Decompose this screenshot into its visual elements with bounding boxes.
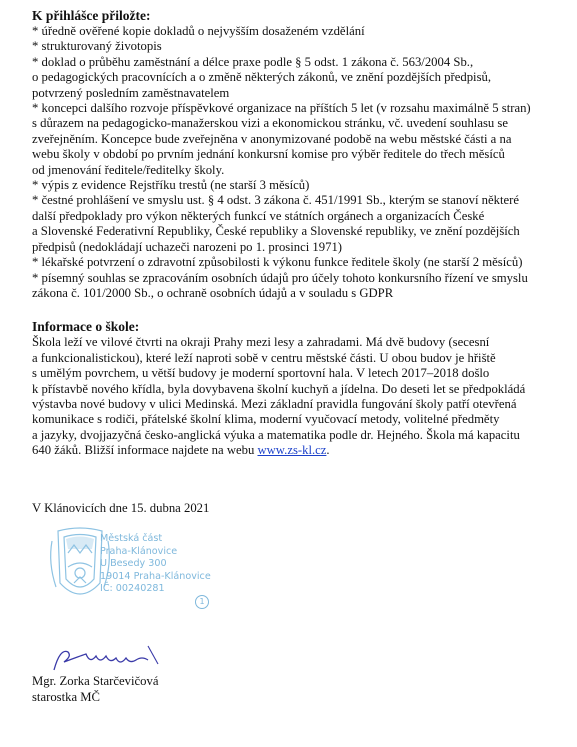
school-info-line: a funkcionalistickou), které leží naproti sobě v centru městské části. U obou budov je hřiště [32,350,496,365]
stamp-address [100,533,211,596]
school-info-line: výstavba nové budovy v ulici Medinská. Mezi základní pravidla fungování školy patří otevřená [32,396,517,411]
attachment-line: a Slovenské Federativní Republiky, České republiky a Slovenské republiky, ve znění pozdějších [32,224,520,239]
attachment-line: * úředně ověřené kopie dokladů o nejvyšším dosaženém vzdělání [32,24,365,38]
signer-name: Mgr. Zorka Starčevičová [32,674,159,688]
attachment-line: zveřejněním. Koncepce bude zveřejněna v anonymizované podobě na webu městské části a na [32,131,512,146]
attachments-heading: K přihlášce přiložte: [32,8,151,23]
section-gap [32,301,557,319]
attachment-line: * doklad o průběhu zaměstnání a délce praxe podle § 5 odst. 1 zákona č. 563/2004 Sb., [32,54,474,69]
attachment-line: zákona č. 101/2000 Sb., o ochraně osobních údajů a v souladu s GDPR [32,285,394,300]
school-info-line: s umělým povrchem, u větší budovy je moderní sportovní hala. V letech 2017–2018 došlo [32,366,490,381]
stamp-number: 1 [195,595,209,609]
attachment-line: potvrzený posledním zaměstnavatelem [32,85,230,100]
attachment-line: od jmenování ředitele/ředitelky školy. [32,162,225,177]
attachment-line: * výpis z evidence Rejstříku trestů (ne starší 3 měsíců) [32,178,310,193]
signer-block [32,673,158,705]
school-info-paragraph [32,335,557,458]
school-info-last-line [32,443,557,458]
signer-title: starostka MČ [32,690,101,704]
school-info-line-text: 640 žáků. Bližší informace najdete na webu [32,443,258,458]
handwritten-signature-icon [50,642,170,674]
stamp-line: U Besedy 300 [100,558,167,569]
attachment-line: * písemný souhlas se zpracováním osobních údajů pro účely tohoto konkursního řízení ve smyslu [32,270,528,285]
attachment-line: s důrazem na pedagogicko-manažerskou vizi a ekonomickou stránku, vč. uvedení souhlasu se [32,116,508,131]
attachment-line: * koncepci dalšího rozvoje příspěvkové organizace na příštích 5 let (v rozsahu maximálně 5 stran) [32,101,531,116]
stamp-line: 19014 Praha-Klánovice [100,570,211,582]
stamp-line: IČ: 00240281 [100,583,165,594]
attachments-list [32,24,557,301]
attachment-line: * lékařské potvrzení o zdravotní způsobilosti k výkonu funkce ředitele školy (ne starší 2 měsíců) [32,255,523,270]
attachment-line: předpisů (nedokládají uchazeči narozeni po 1. prosinci 1971) [32,239,343,254]
attachment-line: další předpoklady pro výkon některých funkcí ve státních orgánech a organizacích České [32,208,485,223]
section-gap [32,459,557,501]
stamp-line: Městská část [100,533,163,544]
stamp-line: Praha-Klánovice [100,545,178,557]
attachment-line: o pedagogických pracovnících a o změně některých zákonů, ve znění pozdějších předpisů, [32,70,492,85]
document-page [32,8,557,516]
school-info-heading: Informace o škole: [32,319,140,335]
school-info-line: k přístavbě nového křídla, byla dovybavena školní kuchyň a jídelna. Do deseti let se předpokládá [32,381,526,396]
attachment-line: webu školy v období po prvním jednání konkursní komise pro výběr ředitele do třech měsíců [32,147,505,162]
school-info-line: Škola leží ve vilové čtvrti na okraji Prahy mezi lesy a zahradami. Má dvě budovy (secesní [32,335,490,350]
school-info-line: a jazyky, dvojjazyčná česko-anglická výuka a matematika podle dr. Hejného. Škola má kapacitu [32,427,520,442]
attachment-line: * čestné prohlášení ve smyslu ust. § 4 odst. 3 zákona č. 451/1991 Sb., kterým se stanoví některé [32,193,519,208]
date-line: V Klánovicích dne 15. dubna 2021 [32,500,210,515]
school-info-line: komunikace s rodiči, přátelské školní klima, moderní vyučovací metody, volitelné předměty [32,412,500,427]
school-website-link[interactable]: www.zs-kl.cz [257,443,327,458]
school-info-line-end: . [326,443,330,458]
attachment-line: * strukturovaný životopis [32,39,162,54]
